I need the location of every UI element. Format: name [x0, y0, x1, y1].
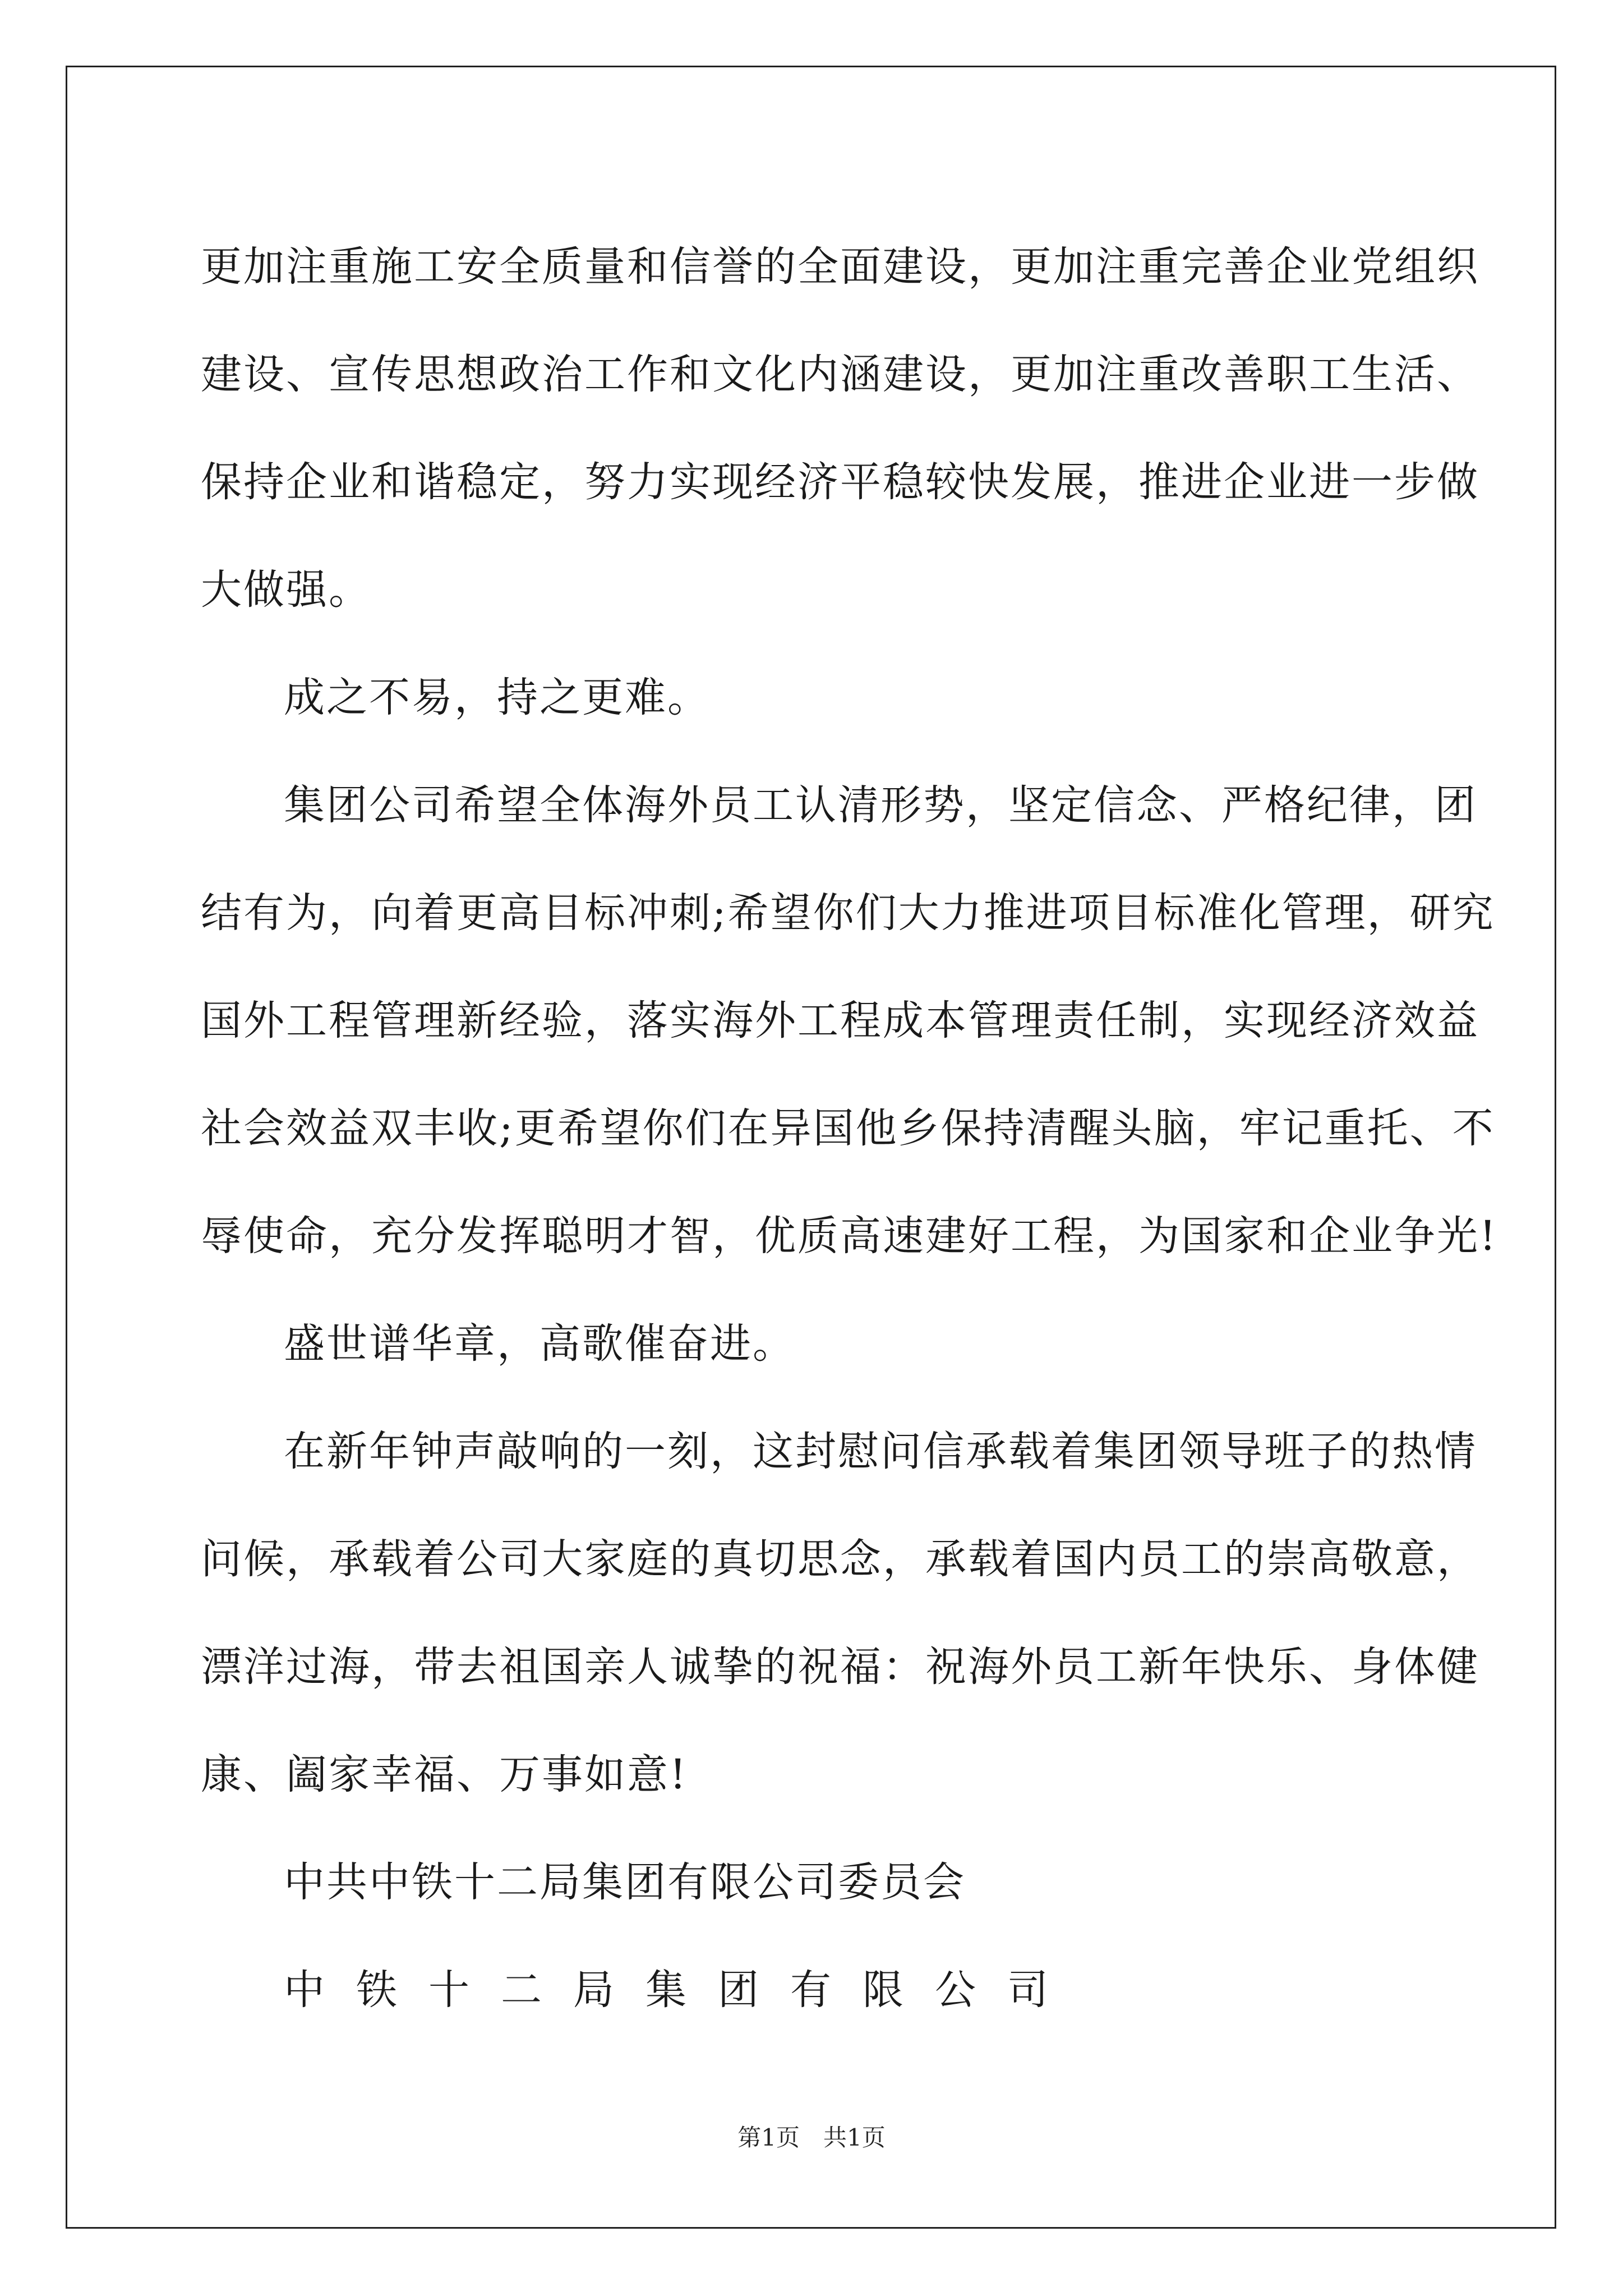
text-line: 更加注重施工安全质量和信誉的全面建设，更加注重完善企业党组织	[201, 243, 1479, 291]
text-line: 社会效益双丰收;更希望你们在异国他乡保持清醒头脑，牢记重托、不	[201, 1105, 1495, 1152]
page-footer	[0, 2119, 1623, 2153]
text-line: 建设、宣传思想政治工作和文化内涵建设，更加注重改善职工生活、	[201, 351, 1479, 398]
signature-party-committee: 中共中铁十二局集团有限公司委员会	[284, 1858, 966, 1906]
paragraph-first-line: 盛世谱华章，高歌催奋进。	[284, 1320, 795, 1368]
text-line: 辱使命，充分发挥聪明才智，优质高速建好工程，为国家和企业争光!	[201, 1212, 1498, 1260]
paragraph-first-line: 在新年钟声敲响的一刻，这封慰问信承载着集团领导班子的热情	[284, 1428, 1477, 1475]
page-number: 第1页	[737, 2124, 800, 2151]
text-line: 国外工程管理新经验，落实海外工程成本管理责任制，实现经济效益	[201, 997, 1479, 1045]
document-body	[201, 213, 1498, 2044]
paragraph-first-line: 成之不易，持之更难。	[284, 674, 710, 721]
text-line: 大做强。	[201, 566, 371, 614]
text-line: 康、阖家幸福、万事如意!	[201, 1751, 688, 1798]
paragraph-first-line: 集团公司希望全体海外员工认清形势，坚定信念、严格纪律，团	[284, 781, 1477, 829]
text-line: 结有为，向着更高目标冲刺;希望你们大力推进项目标准化管理，研究	[201, 889, 1495, 937]
text-line: 漂洋过海，带去祖国亲人诚挚的祝福：祝海外员工新年快乐、身体健	[201, 1643, 1479, 1691]
text-line: 保持企业和谐稳定，努力实现经济平稳较快发展，推进企业进一步做	[201, 458, 1479, 506]
page-total: 共1页	[823, 2124, 886, 2151]
signature-company: 中铁十二局集团有限公司	[284, 1966, 1080, 2014]
text-line: 问候，承载着公司大家庭的真切思念，承载着国内员工的崇高敬意，	[201, 1535, 1479, 1583]
